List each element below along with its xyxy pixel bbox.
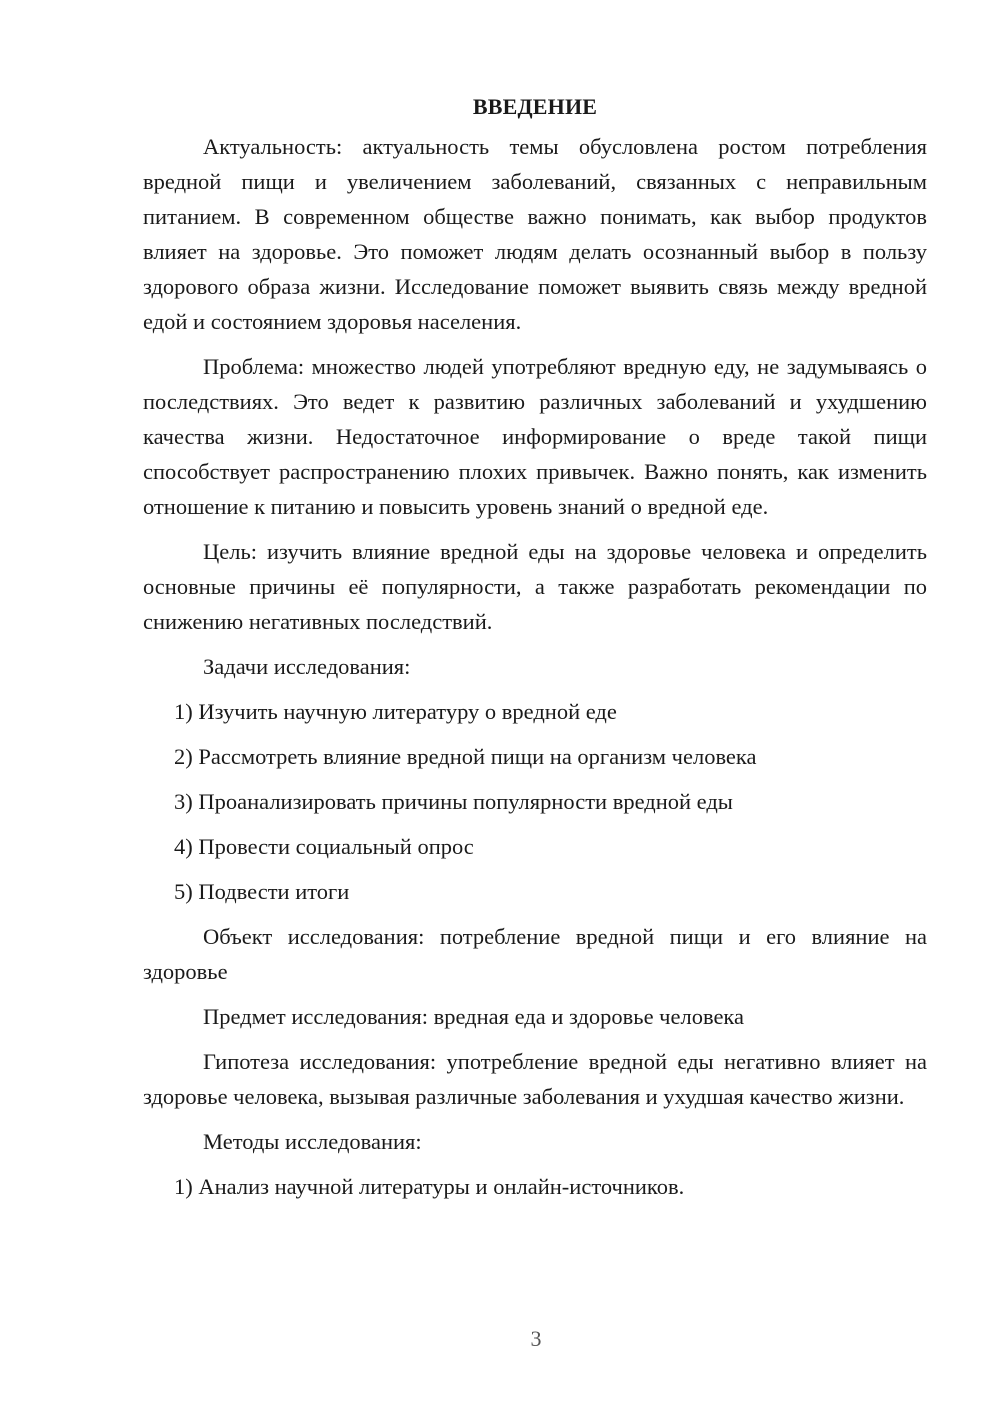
- task-item: 1) Изучить научную литературу о вредной еде: [174, 699, 617, 724]
- task-item: 2) Рассмотреть влияние вредной пищи на организм человека: [174, 744, 757, 769]
- document-page: [143, 92, 927, 1214]
- tasks-heading: Задачи исследования:: [203, 654, 411, 679]
- page-number: 3: [530, 1326, 542, 1351]
- methods-heading: Методы исследования:: [203, 1129, 422, 1154]
- relevance-paragraph: Актуальность: актуальность темы обусловлена ростом потребления вредной пищи и увеличением заболеваний, связанных с неправильным питанием. В современном обществе важно понимать, как выбор продуктов влияет на здоровье. Это поможет людям делать осознанный выбор в пользу здорового образа жизни. Исследование поможет выявить связь между вредной едой и состоянием здоровья населения.: [143, 134, 927, 334]
- task-item: 3) Проанализировать причины популярности вредной еды: [174, 789, 733, 814]
- goal-paragraph: Цель: изучить влияние вредной еды на здоровье человека и определить основные причины её популярности, а также разработать рекомендации по снижению негативных последствий.: [143, 539, 927, 634]
- methods-list: [143, 1169, 927, 1204]
- tasks-list: [143, 694, 927, 909]
- hypothesis-paragraph: Гипотеза исследования: употребление вредной еды негативно влияет на здоровье человека, вызывая различные заболевания и ухудшая качество жизни.: [143, 1049, 927, 1109]
- problem-paragraph: Проблема: множество людей употребляют вредную еду, не задумываясь о последствиях. Это ведет к развитию различных заболеваний и ухудшению качества жизни. Недостаточное информирование о вреде такой пищи способствует распространению плохих привычек. Важно понять, как изменить отношение к питанию и повысить уровень знаний о вредной еде.: [143, 354, 927, 519]
- task-item: 5) Подвести итоги: [174, 879, 350, 904]
- method-item: 1) Анализ научной литературы и онлайн-источников.: [174, 1174, 685, 1199]
- object-paragraph: Объект исследования: потребление вредной пищи и его влияние на здоровье: [143, 924, 927, 984]
- section-title: ВВЕДЕНИЕ: [472, 94, 598, 119]
- task-item: 4) Провести социальный опрос: [174, 834, 474, 859]
- subject-paragraph: Предмет исследования: вредная еда и здоровье человека: [203, 1004, 745, 1029]
